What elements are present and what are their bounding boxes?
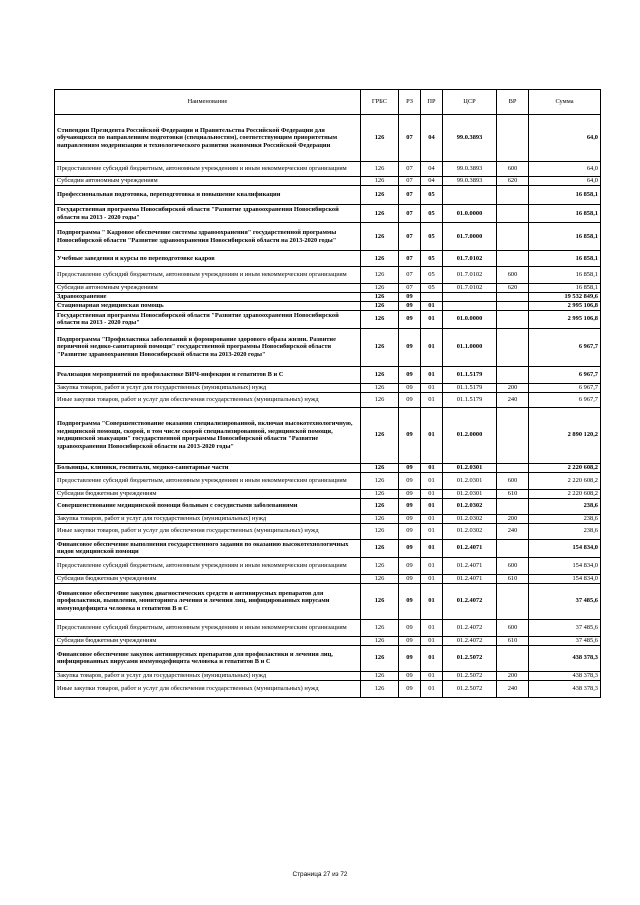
cell-csr: 01.2.0302 xyxy=(443,514,497,523)
cell-sum: 2 220 608,2 xyxy=(529,472,601,489)
cell-sum: 238,6 xyxy=(529,514,601,523)
cell-name: Здравоохранение xyxy=(55,293,361,302)
cell-vr: 200 xyxy=(497,671,529,680)
cell-pr: 05 xyxy=(421,251,443,267)
cell-name: Подпрограмма "Профилактика заболеваний и формирование здорового образа жизни. Развитие первичной медико-санитарной помощи" государственной программы Новосибирской области "Развитие здравоохранения Новосибирской области на 2013-2020 годы" xyxy=(55,328,361,366)
header-grbs: ГРБС xyxy=(361,90,399,115)
table-row xyxy=(55,498,601,514)
cell-vr: 600 xyxy=(497,557,529,574)
cell-vr xyxy=(497,310,529,328)
cell-csr: 01.2.5072 xyxy=(443,645,497,671)
cell-pr: 01 xyxy=(421,392,443,407)
cell-vr xyxy=(497,463,529,472)
cell-vr: 200 xyxy=(497,514,529,523)
cell-csr: 99.0.3893 xyxy=(443,162,497,177)
cell-grbs: 126 xyxy=(361,293,399,302)
cell-sum: 64,0 xyxy=(529,115,601,162)
cell-sum: 19 532 849,6 xyxy=(529,293,601,302)
cell-sum: 6 967,7 xyxy=(529,328,601,366)
cell-vr: 600 xyxy=(497,619,529,636)
cell-vr xyxy=(497,301,529,310)
cell-rz: 07 xyxy=(399,177,421,186)
cell-grbs: 126 xyxy=(361,301,399,310)
cell-name: Стационарная медицинская помощь xyxy=(55,301,361,310)
cell-sum: 154 834,0 xyxy=(529,557,601,574)
cell-csr: 01.2.5072 xyxy=(443,671,497,680)
cell-csr: 01.2.0302 xyxy=(443,498,497,514)
cell-csr: 01.2.4072 xyxy=(443,619,497,636)
cell-csr: 01.2.4072 xyxy=(443,583,497,619)
cell-sum: 2 220 608,2 xyxy=(529,463,601,472)
cell-grbs: 126 xyxy=(361,523,399,539)
table-row xyxy=(55,523,601,539)
cell-csr: 01.1.5179 xyxy=(443,392,497,407)
cell-pr: 04 xyxy=(421,115,443,162)
cell-grbs: 126 xyxy=(361,366,399,383)
cell-rz: 09 xyxy=(399,392,421,407)
table-row xyxy=(55,557,601,574)
cell-vr xyxy=(497,407,529,463)
cell-name: Закупка товаров, работ и услуг для государственных (муниципальных) нужд xyxy=(55,514,361,523)
cell-csr: 01.2.0301 xyxy=(443,489,497,498)
cell-pr: 01 xyxy=(421,489,443,498)
cell-vr xyxy=(497,498,529,514)
cell-rz: 09 xyxy=(399,301,421,310)
cell-vr xyxy=(497,251,529,267)
cell-name: Предоставление субсидий бюджетным, автономным учреждениям и иным некоммерческим организациям xyxy=(55,619,361,636)
cell-name: Подпрограмма " Кадровое обеспечение системы здравоохранения" государственной программы Новосибирской области "Развитие здравоохранения Новосибирской области на 2013-2020 годы" xyxy=(55,223,361,251)
cell-name: Иные закупки товаров, работ и услуг для обеспечения государственных (муниципальных) нужд xyxy=(55,392,361,407)
cell-pr: 01 xyxy=(421,514,443,523)
budget-table xyxy=(54,89,601,698)
cell-csr: 01.7.0102 xyxy=(443,284,497,293)
table-row xyxy=(55,162,601,177)
cell-pr xyxy=(421,293,443,302)
cell-csr: 01.2.0000 xyxy=(443,407,497,463)
cell-rz: 09 xyxy=(399,514,421,523)
cell-csr: 01.2.4071 xyxy=(443,539,497,557)
cell-pr: 05 xyxy=(421,284,443,293)
cell-rz: 09 xyxy=(399,472,421,489)
cell-sum: 438 378,3 xyxy=(529,680,601,697)
cell-csr: 01.2.4071 xyxy=(443,557,497,574)
page-number: Страница 27 из 72 xyxy=(292,871,348,878)
cell-grbs: 126 xyxy=(361,619,399,636)
cell-pr: 05 xyxy=(421,186,443,205)
cell-grbs: 126 xyxy=(361,489,399,498)
cell-rz: 07 xyxy=(399,205,421,223)
header-pr: ПР xyxy=(421,90,443,115)
table-row xyxy=(55,205,601,223)
cell-csr: 01.0.0000 xyxy=(443,310,497,328)
cell-name: Предоставление субсидий бюджетным, автономным учреждениям и иным некоммерческим организациям xyxy=(55,472,361,489)
cell-csr: 01.1.0000 xyxy=(443,328,497,366)
cell-rz: 09 xyxy=(399,574,421,583)
cell-grbs: 126 xyxy=(361,463,399,472)
cell-csr: 99.0.3893 xyxy=(443,115,497,162)
cell-vr: 620 xyxy=(497,284,529,293)
table-row xyxy=(55,392,601,407)
cell-name: Субсидии бюджетным учреждениям xyxy=(55,574,361,583)
cell-grbs: 126 xyxy=(361,251,399,267)
table-row xyxy=(55,636,601,645)
cell-rz: 09 xyxy=(399,310,421,328)
cell-csr: 01.7.0000 xyxy=(443,223,497,251)
table-row xyxy=(55,251,601,267)
cell-grbs: 126 xyxy=(361,162,399,177)
table-row xyxy=(55,186,601,205)
table-row xyxy=(55,514,601,523)
cell-grbs: 126 xyxy=(361,177,399,186)
cell-rz: 07 xyxy=(399,251,421,267)
cell-rz: 09 xyxy=(399,539,421,557)
cell-grbs: 126 xyxy=(361,557,399,574)
cell-grbs: 126 xyxy=(361,514,399,523)
cell-pr: 01 xyxy=(421,310,443,328)
cell-pr: 01 xyxy=(421,636,443,645)
cell-vr xyxy=(497,115,529,162)
cell-sum: 16 858,1 xyxy=(529,186,601,205)
cell-csr: 01.2.4072 xyxy=(443,636,497,645)
cell-pr: 04 xyxy=(421,177,443,186)
cell-name: Закупка товаров, работ и услуг для государственных (муниципальных) нужд xyxy=(55,671,361,680)
header-sum: Сумма xyxy=(529,90,601,115)
table-row xyxy=(55,267,601,284)
cell-name: Государственная программа Новосибирской области "Развитие здравоохранения Новосибирской области на 2013 - 2020 годы" xyxy=(55,310,361,328)
cell-rz: 09 xyxy=(399,523,421,539)
cell-name: Реализация мероприятий по профилактике ВИЧ-инфекции и гепатитов В и С xyxy=(55,366,361,383)
cell-grbs: 126 xyxy=(361,115,399,162)
table-row xyxy=(55,284,601,293)
cell-rz: 09 xyxy=(399,645,421,671)
cell-name: Учебные заведения и курсы по переподготовке кадров xyxy=(55,251,361,267)
cell-pr: 01 xyxy=(421,407,443,463)
cell-vr xyxy=(497,205,529,223)
cell-rz: 09 xyxy=(399,366,421,383)
cell-rz: 09 xyxy=(399,619,421,636)
cell-rz: 09 xyxy=(399,383,421,392)
cell-pr: 01 xyxy=(421,328,443,366)
cell-sum: 2 995 106,8 xyxy=(529,310,601,328)
cell-vr: 600 xyxy=(497,267,529,284)
table-row xyxy=(55,539,601,557)
table-row xyxy=(55,293,601,302)
table-row xyxy=(55,680,601,697)
cell-csr: 01.2.0301 xyxy=(443,463,497,472)
cell-pr: 04 xyxy=(421,162,443,177)
cell-pr: 01 xyxy=(421,680,443,697)
table-row xyxy=(55,619,601,636)
cell-rz: 09 xyxy=(399,671,421,680)
cell-sum: 2 890 120,2 xyxy=(529,407,601,463)
cell-sum: 37 485,6 xyxy=(529,619,601,636)
cell-csr: 01.1.5179 xyxy=(443,383,497,392)
cell-rz: 09 xyxy=(399,489,421,498)
cell-pr: 05 xyxy=(421,267,443,284)
cell-name: Иные закупки товаров, работ и услуг для обеспечения государственных (муниципальных) нужд xyxy=(55,680,361,697)
cell-csr: 99.0.3893 xyxy=(443,177,497,186)
cell-rz: 09 xyxy=(399,407,421,463)
cell-sum: 16 858,1 xyxy=(529,251,601,267)
cell-grbs: 126 xyxy=(361,574,399,583)
cell-name: Субсидии бюджетным учреждениям xyxy=(55,489,361,498)
cell-sum: 6 967,7 xyxy=(529,392,601,407)
cell-grbs: 126 xyxy=(361,223,399,251)
table-row xyxy=(55,328,601,366)
header-rz: РЗ xyxy=(399,90,421,115)
cell-vr: 200 xyxy=(497,383,529,392)
header-name: Наименование xyxy=(55,90,361,115)
cell-rz: 07 xyxy=(399,186,421,205)
cell-rz: 07 xyxy=(399,223,421,251)
table-row xyxy=(55,383,601,392)
table-row xyxy=(55,583,601,619)
cell-pr: 01 xyxy=(421,583,443,619)
cell-grbs: 126 xyxy=(361,392,399,407)
cell-rz: 09 xyxy=(399,557,421,574)
cell-sum: 16 858,1 xyxy=(529,284,601,293)
table-body xyxy=(55,115,601,698)
cell-rz: 09 xyxy=(399,498,421,514)
table-row xyxy=(55,223,601,251)
cell-csr xyxy=(443,301,497,310)
cell-vr: 600 xyxy=(497,162,529,177)
cell-pr: 05 xyxy=(421,205,443,223)
cell-rz: 09 xyxy=(399,583,421,619)
cell-name: Финансовое обеспечение закупок антивирусных препаратов для профилактики и лечения лиц, инфицированных вирусами иммунодефицита человека и гепатитов В и С xyxy=(55,645,361,671)
table-row xyxy=(55,671,601,680)
cell-vr: 610 xyxy=(497,489,529,498)
cell-vr xyxy=(497,539,529,557)
cell-vr: 620 xyxy=(497,177,529,186)
table-row xyxy=(55,310,601,328)
cell-sum: 154 834,0 xyxy=(529,574,601,583)
table-row xyxy=(55,177,601,186)
cell-pr: 01 xyxy=(421,539,443,557)
cell-sum: 6 967,7 xyxy=(529,366,601,383)
cell-grbs: 126 xyxy=(361,671,399,680)
table-row xyxy=(55,301,601,310)
cell-grbs: 126 xyxy=(361,645,399,671)
cell-sum: 2 995 106,8 xyxy=(529,301,601,310)
cell-name: Профессиональная подготовка, переподготовка и повышение квалификации xyxy=(55,186,361,205)
cell-grbs: 126 xyxy=(361,680,399,697)
cell-csr: 01.2.5072 xyxy=(443,680,497,697)
cell-vr xyxy=(497,223,529,251)
cell-vr xyxy=(497,293,529,302)
cell-sum: 16 858,1 xyxy=(529,205,601,223)
cell-vr: 240 xyxy=(497,523,529,539)
cell-csr: 01.2.0301 xyxy=(443,472,497,489)
cell-pr: 01 xyxy=(421,574,443,583)
table-header-row xyxy=(55,90,601,115)
cell-vr xyxy=(497,645,529,671)
cell-vr: 600 xyxy=(497,472,529,489)
cell-grbs: 126 xyxy=(361,267,399,284)
table-row xyxy=(55,407,601,463)
cell-sum: 16 858,1 xyxy=(529,267,601,284)
cell-pr: 01 xyxy=(421,366,443,383)
cell-name: Больницы, клиники, госпитали, медико-санитарные части xyxy=(55,463,361,472)
cell-sum: 37 485,6 xyxy=(529,636,601,645)
cell-pr: 01 xyxy=(421,671,443,680)
cell-name: Предоставление субсидий бюджетным, автономным учреждениям и иным некоммерческим организациям xyxy=(55,162,361,177)
cell-sum: 64,0 xyxy=(529,177,601,186)
cell-grbs: 126 xyxy=(361,407,399,463)
cell-rz: 07 xyxy=(399,162,421,177)
cell-grbs: 126 xyxy=(361,636,399,645)
cell-csr: 01.0.0000 xyxy=(443,205,497,223)
cell-name: Финансовое обеспечение выполнения государственного задания по оказанию высокотехнологичных видов медицинской помощи xyxy=(55,539,361,557)
cell-grbs: 126 xyxy=(361,383,399,392)
cell-vr: 240 xyxy=(497,392,529,407)
cell-sum: 2 220 608,2 xyxy=(529,489,601,498)
cell-name: Финансовое обеспечение закупок диагностических средств и антивирусных препаратов для профилактики, выявления, мониторинга лечения и лечения лиц, инфицированных вирусами иммунодефицита человека и гепатитов В и С xyxy=(55,583,361,619)
cell-rz: 09 xyxy=(399,636,421,645)
table-row xyxy=(55,472,601,489)
cell-sum: 238,6 xyxy=(529,523,601,539)
cell-sum: 154 834,0 xyxy=(529,539,601,557)
cell-sum: 64,0 xyxy=(529,162,601,177)
cell-grbs: 126 xyxy=(361,310,399,328)
cell-sum: 6 967,7 xyxy=(529,383,601,392)
cell-vr xyxy=(497,328,529,366)
table-row xyxy=(55,463,601,472)
cell-name: Стипендии Президента Российской Федерации и Правительства Российской Федерации для обучающихся по направлениям подготовки (специальностям), соответствующим приоритетным направлениям модернизации и технологического развития экономики Российской Федерации xyxy=(55,115,361,162)
cell-name: Закупка товаров, работ и услуг для государственных (муниципальных) нужд xyxy=(55,383,361,392)
cell-grbs: 126 xyxy=(361,498,399,514)
cell-pr: 01 xyxy=(421,523,443,539)
cell-grbs: 126 xyxy=(361,205,399,223)
cell-csr: 01.7.0102 xyxy=(443,251,497,267)
cell-csr: 01.2.4071 xyxy=(443,574,497,583)
cell-pr: 01 xyxy=(421,557,443,574)
cell-grbs: 126 xyxy=(361,186,399,205)
cell-vr xyxy=(497,583,529,619)
cell-grbs: 126 xyxy=(361,328,399,366)
cell-csr: 01.7.0102 xyxy=(443,267,497,284)
cell-name: Субсидии автономным учреждениям xyxy=(55,177,361,186)
cell-csr: 01.2.0302 xyxy=(443,523,497,539)
table-row xyxy=(55,489,601,498)
table-row xyxy=(55,366,601,383)
cell-rz: 09 xyxy=(399,680,421,697)
cell-vr: 610 xyxy=(497,636,529,645)
cell-name: Совершенствование медицинской помощи больным с сосудистыми заболеваниями xyxy=(55,498,361,514)
cell-vr: 240 xyxy=(497,680,529,697)
cell-grbs: 126 xyxy=(361,284,399,293)
cell-sum: 37 485,6 xyxy=(529,583,601,619)
cell-rz: 09 xyxy=(399,328,421,366)
table-row xyxy=(55,115,601,162)
cell-csr xyxy=(443,293,497,302)
cell-rz: 07 xyxy=(399,115,421,162)
cell-pr: 05 xyxy=(421,223,443,251)
cell-pr: 01 xyxy=(421,383,443,392)
cell-name: Иные закупки товаров, работ и услуг для обеспечения государственных (муниципальных) нужд xyxy=(55,523,361,539)
cell-rz: 09 xyxy=(399,293,421,302)
cell-grbs: 126 xyxy=(361,472,399,489)
cell-name: Предоставление субсидий бюджетным, автономным учреждениям и иным некоммерческим организациям xyxy=(55,267,361,284)
cell-grbs: 126 xyxy=(361,539,399,557)
cell-pr: 01 xyxy=(421,463,443,472)
cell-rz: 07 xyxy=(399,284,421,293)
cell-grbs: 126 xyxy=(361,583,399,619)
cell-sum: 16 858,1 xyxy=(529,223,601,251)
cell-name: Подпрограмма "Совершенствование оказания специализированной, включая высокотехнологичную, медицинской помощи, скорой, в том числе скорой специализированной, медицинской помощи, медицинской эвакуации" государственной программы Новосибирской области "Развитие здравоохранения Новосибирской области на 2013-2020 годы" xyxy=(55,407,361,463)
table-row xyxy=(55,574,601,583)
cell-pr: 01 xyxy=(421,472,443,489)
cell-rz: 07 xyxy=(399,267,421,284)
cell-pr: 01 xyxy=(421,498,443,514)
cell-csr xyxy=(443,186,497,205)
cell-csr: 01.1.5179 xyxy=(443,366,497,383)
cell-sum: 238,6 xyxy=(529,498,601,514)
cell-vr: 610 xyxy=(497,574,529,583)
cell-name: Субсидии автономным учреждениям xyxy=(55,284,361,293)
table-row xyxy=(55,645,601,671)
cell-pr: 01 xyxy=(421,619,443,636)
cell-vr xyxy=(497,186,529,205)
cell-name: Предоставление субсидий бюджетным, автономным учреждениям и иным некоммерческим организациям xyxy=(55,557,361,574)
cell-name: Государственная программа Новосибирской области "Развитие здравоохранения Новосибирской области на 2013 - 2020 годы" xyxy=(55,205,361,223)
cell-vr xyxy=(497,366,529,383)
cell-pr: 01 xyxy=(421,301,443,310)
header-csr: ЦСР xyxy=(443,90,497,115)
cell-pr: 01 xyxy=(421,645,443,671)
cell-sum: 438 378,3 xyxy=(529,645,601,671)
cell-rz: 09 xyxy=(399,463,421,472)
header-vr: ВР xyxy=(497,90,529,115)
cell-sum: 438 378,3 xyxy=(529,671,601,680)
cell-name: Субсидии бюджетным учреждениям xyxy=(55,636,361,645)
